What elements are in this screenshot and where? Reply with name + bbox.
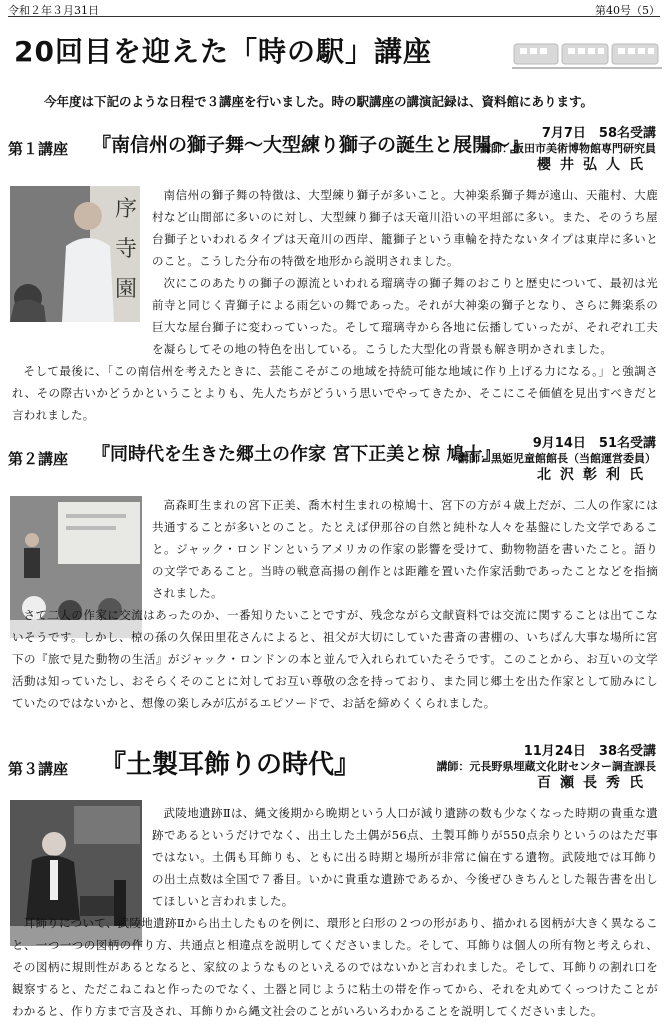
- lecture-3-paragraph-2: 耳飾りについて、武陵地遺跡Ⅱから出土したものを例に、環形と臼形の２つの形があり、描かれる図柄が大きく異なること、一つ一つの図柄の作り方、共通点と相違点を説明してくださいました。そして、耳飾りは個人の所有物と考えられ、その図柄に規則性があるとなると、家紋のようなものといえるのではないかと言われました。そして、耳飾りの割れ口を観察すると、ただこねこねと作ったのでなく、土器と同じように粘土の帯を作ってから、それを丸めてくっつけたことがわかると、作り方まで言及され、耳飾りから縄文社会のことがいろいろわかることを説明してくださいました。: [12, 916, 658, 1018]
- page-title: 20回目を迎えた「時の駅」講座: [14, 35, 432, 68]
- svg-text:園: 園: [115, 277, 138, 302]
- lecture-3-lecturer-role: 講師：元長野県埋蔵文化財センター調査課長: [436, 760, 656, 773]
- lecture-1-paragraph-2: 次にこのあたりの獅子の源流といわれる瑠璃寺の獅子舞のおこりと歴史について、最初は光前寺と同じく青獅子による雨乞いの舞であった。それが大神楽の獅子となり、さらに舞楽系の巨大な屋台獅子に変わっていった。そして瑠璃寺から各地に伝播していったが、それぞれ工夫を凝らしてその地の特色を出している。こうした大型化の背景も解き明かされました。: [152, 276, 658, 356]
- lecture-2-label: 第２講座: [8, 450, 69, 468]
- page-header: [8, 2, 660, 16]
- lecture-2-title: 『同時代を生きた郷土の作家 宮下正美と椋 鳩十』: [92, 444, 501, 465]
- issue-date: 令和２年３月31日: [8, 4, 99, 17]
- lecture-2-date: 9月14日 51名受講: [532, 436, 656, 451]
- lecture-2-body: [12, 494, 658, 714]
- lecture-3-lecturer-name: 百瀬長秀氏: [537, 775, 652, 791]
- lecture-2-paragraph-1: 高森町生まれの宮下正美、喬木村生まれの椋鳩十、宮下の方が４歳上だが、二人の作家には共通することが多いとのこと。たとえば伊那谷の自然と純朴な人々を基盤にした文学であること。ジャック・ロンドンというアメリカの作家の影響を受けて、動物物語を書いたこと。語りの文学であること。当時の戦意高揚の創作とは距離を置いた作家活動であったことなどを指摘されました。: [152, 498, 658, 600]
- lecture-1-body: [12, 184, 658, 426]
- lecture-1-label: 第１講座: [8, 140, 69, 158]
- svg-text:序: 序: [115, 197, 138, 222]
- lecture-3-paragraph-1: 武陵地遺跡Ⅱは、縄文後期から晩期という人口が減り遺跡の数も少なくなった時期の貴重な遺跡であるというだけでなく、出土した土偶が56点、土製耳飾りが550点余りというのはただ事ではない。土偶も耳飾りも、ともに出る時期と場所が非常に偏在する遺物。武陵地では耳飾りの出土点数は全国で７番目。いかに貴重な遺跡であるか、今後ぜひきちんとした報告書を出してほしいと言われました。: [152, 806, 658, 908]
- lecture-3-date: 11月24日 38名受講: [523, 744, 656, 759]
- lecture-2-lecturer-name: 北沢彰利氏: [537, 467, 652, 483]
- lecture-3-title: 『土製耳飾りの時代』: [100, 750, 361, 780]
- lecture-1-lecturer-role: 講師：飯田市美術博物館専門研究員: [480, 142, 656, 155]
- lecture-1-paragraph-3: そして最後に、「この南信州を考えたときに、芸能こそがこの地域を持続可能な地域に作り上げる力になる。」と強調され、その際古いかどうかということよりも、先人たちがどういう思いでやってきたか、そこにこそ価値を見出すべきだと言われました。: [12, 364, 658, 422]
- lecture-3-body: [12, 802, 658, 1022]
- issue-number: 第40号（5）: [595, 4, 660, 17]
- lecture-2-lecturer-role: 講師：黒姫児童館館長（当館運営委員）: [458, 452, 656, 465]
- lecture-3-label: 第３講座: [8, 760, 69, 778]
- intro-text: 今年度は下記のような日程で３講座を行いました。時の駅講座の講演記録は、資料館にあります。: [44, 94, 594, 109]
- lecture-1-lecturer-name: 櫻井弘人氏: [537, 157, 652, 173]
- lecture-2-paragraph-2: さて二人の作家に交流はあったのか、一番知りたいことですが、残念ながら文献資料では交流に関することは出てこないそうです。しかし、椋の孫の久保田里花さんによると、祖父が大切にしていた書斎の書棚の、いちばん大事な場所に宮下の『旅で見た動物の生活』がジャック・ロンドンの本と並んで入れられていたそうです。このことから、お互いの文学活動は知っていたし、おそらくそのことに対してお互い尊敬の念を持っており、また同じ郷土を出た作家として励みにしていたのではないかと、想像の楽しみが広がるエピソードで、お話を締めくくられました。: [12, 608, 658, 710]
- lecture-1-paragraph-1: 南信州の獅子舞の特徴は、大型練り獅子が多いこと。大神楽系獅子舞が遠山、天龍村、大鹿村など山間部に多いのに対し、大型練り獅子は天竜川沿いの平坦部に多い。また、そのうち屋台獅子といわれるタイプは天竜川の西岸、籠獅子という車輪を持たないタイプは東岸に多いとのこと。こうした分布の特徴を地形から説明されました。: [152, 188, 658, 268]
- lecture-1-date: 7月7日 58名受講: [541, 126, 656, 141]
- train-icon: [512, 38, 662, 72]
- lecture-1-title: 『南信州の獅子舞～大型練り獅子の誕生と展開～』: [92, 134, 530, 156]
- header-rule: [8, 16, 660, 17]
- svg-text:寺: 寺: [115, 237, 138, 262]
